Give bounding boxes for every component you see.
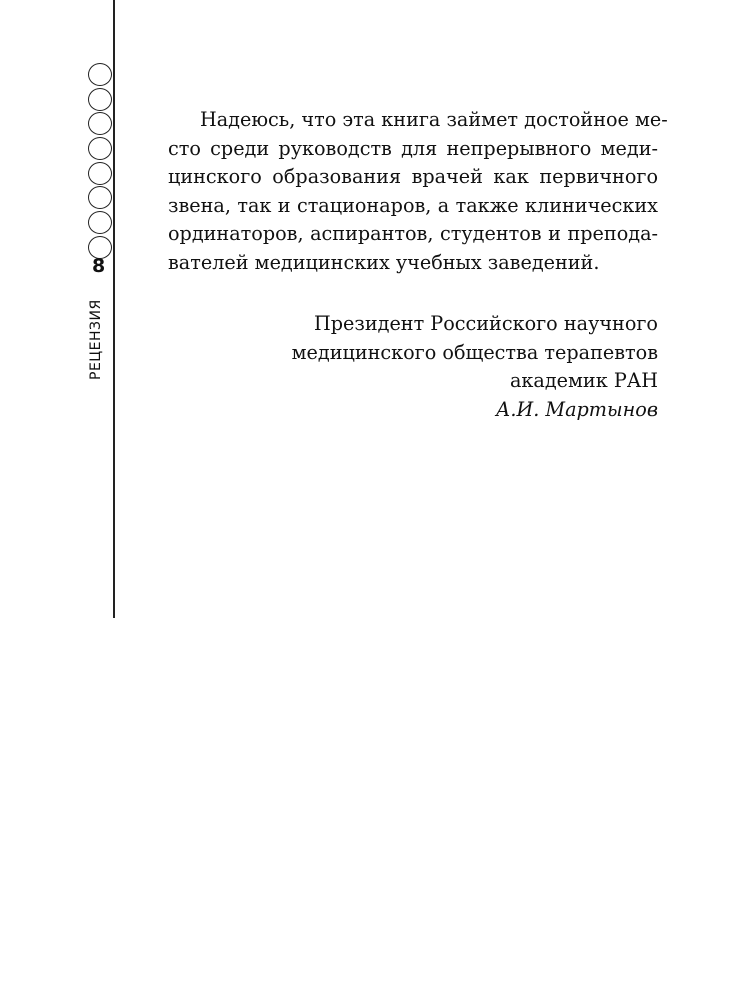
circle-ornament bbox=[88, 112, 112, 135]
circle-ornament bbox=[88, 186, 112, 209]
decorative-circles bbox=[88, 63, 114, 261]
signature-title: академик РАН bbox=[509, 369, 658, 393]
paragraph-line: цинского образования врачей как первичного bbox=[168, 165, 658, 189]
signature-position-line: Президент Российского научного bbox=[314, 312, 658, 335]
circle-ornament bbox=[88, 137, 112, 160]
circle-ornament bbox=[88, 63, 112, 86]
signature-block bbox=[292, 310, 658, 424]
section-label: РЕЦЕНЗИЯ bbox=[88, 299, 104, 380]
paragraph-line: ординаторов, аспирантов, студентов и препода- bbox=[168, 222, 658, 246]
paragraph-line: вателей медицинских учебных заведений. bbox=[168, 250, 600, 274]
body-paragraph bbox=[168, 106, 668, 278]
circle-ornament bbox=[88, 88, 112, 111]
circle-ornament bbox=[88, 211, 112, 234]
paragraph-line: Надеюсь, что эта книга займет достойное ме- bbox=[200, 108, 668, 131]
signature-position-line: медицинского общества терапевтов bbox=[291, 340, 658, 364]
circle-ornament bbox=[88, 162, 112, 185]
signature-name: А.И. Мартынов bbox=[495, 397, 658, 421]
paragraph-line: сто среди руководств для непрерывного меди- bbox=[168, 136, 658, 160]
paragraph-line: звена, так и стационаров, а также клинических bbox=[168, 193, 658, 217]
page-number: 8 bbox=[92, 255, 106, 277]
